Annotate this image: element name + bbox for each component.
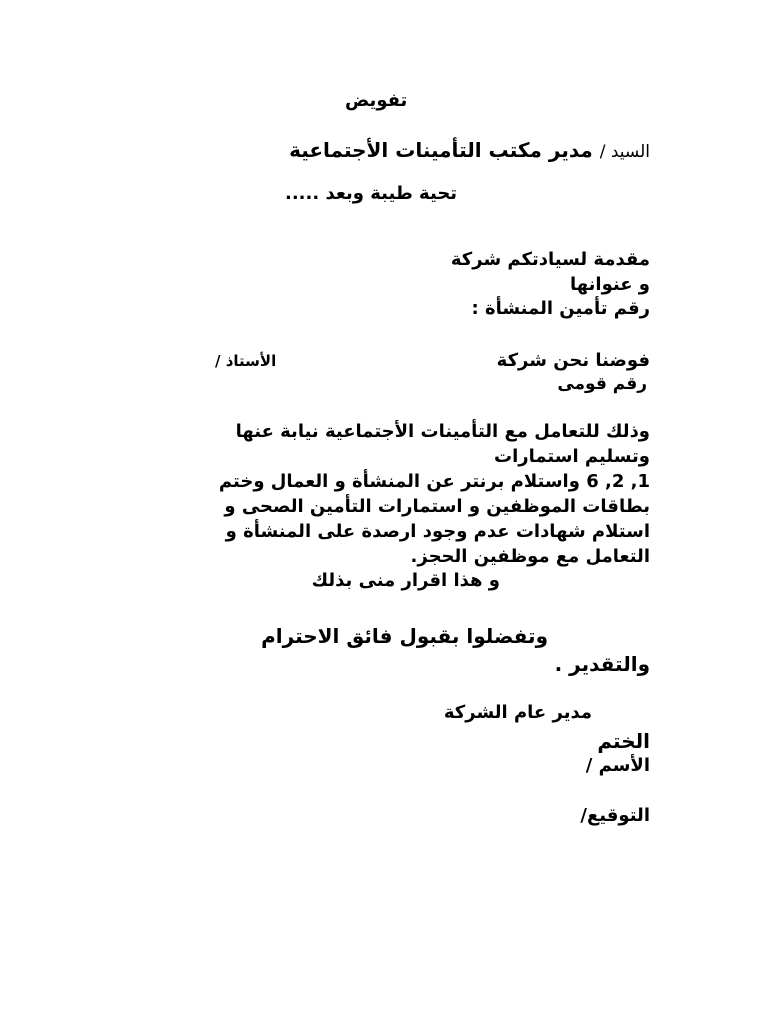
- signatory-title: مدير عام الشركة: [443, 702, 592, 723]
- authorize-mr: [215, 354, 276, 369]
- intro-insurance-number: رقم تأمين المنشأة :: [471, 298, 650, 319]
- authorize-company: فوضنا نحن شركة: [496, 350, 650, 371]
- authorize-mr-label: الأستاذ /: [215, 352, 277, 370]
- body-line: استلام شهادات عدم وجود ارصدة على المنشأة و: [225, 521, 650, 542]
- national-id: رقم قومى: [557, 374, 647, 394]
- closing-line-2: والتقدير .: [554, 652, 650, 676]
- addressee-name: مدير مكتب التأمينات الأجتماعية: [289, 138, 593, 162]
- body-line: بطاقات الموظفين و استمارات التأمين الصحى و: [224, 496, 650, 517]
- signature-label: التوقيع/: [580, 805, 650, 826]
- closing-line-1: وتفضلوا بقبول فائق الاحترام: [261, 624, 548, 648]
- addressee-prefix: السيد /: [599, 142, 650, 162]
- body-line: التعامل مع موظفين الحجز.: [410, 546, 650, 567]
- body-line: وتسليم استمارات: [493, 446, 650, 467]
- body-line: 1, 2, 6 واستلام برنتر عن المنشأة و العمال وختم: [218, 471, 650, 492]
- intro-company: مقدمة لسيادتكم شركة: [450, 249, 650, 270]
- greeting: تحية طيبة وبعد .....: [285, 183, 458, 204]
- intro-address: و عنوانها: [570, 274, 650, 295]
- declaration: و هذا اقرار منى بذلك: [311, 570, 500, 591]
- document-title: تفويض: [345, 90, 408, 111]
- stamp-label: الختم: [597, 729, 650, 753]
- addressee-line: [289, 140, 650, 161]
- name-label: الأسم /: [585, 755, 650, 776]
- body-line: وذلك للتعامل مع التأمينات الأجتماعية نيابة عنها: [235, 421, 650, 442]
